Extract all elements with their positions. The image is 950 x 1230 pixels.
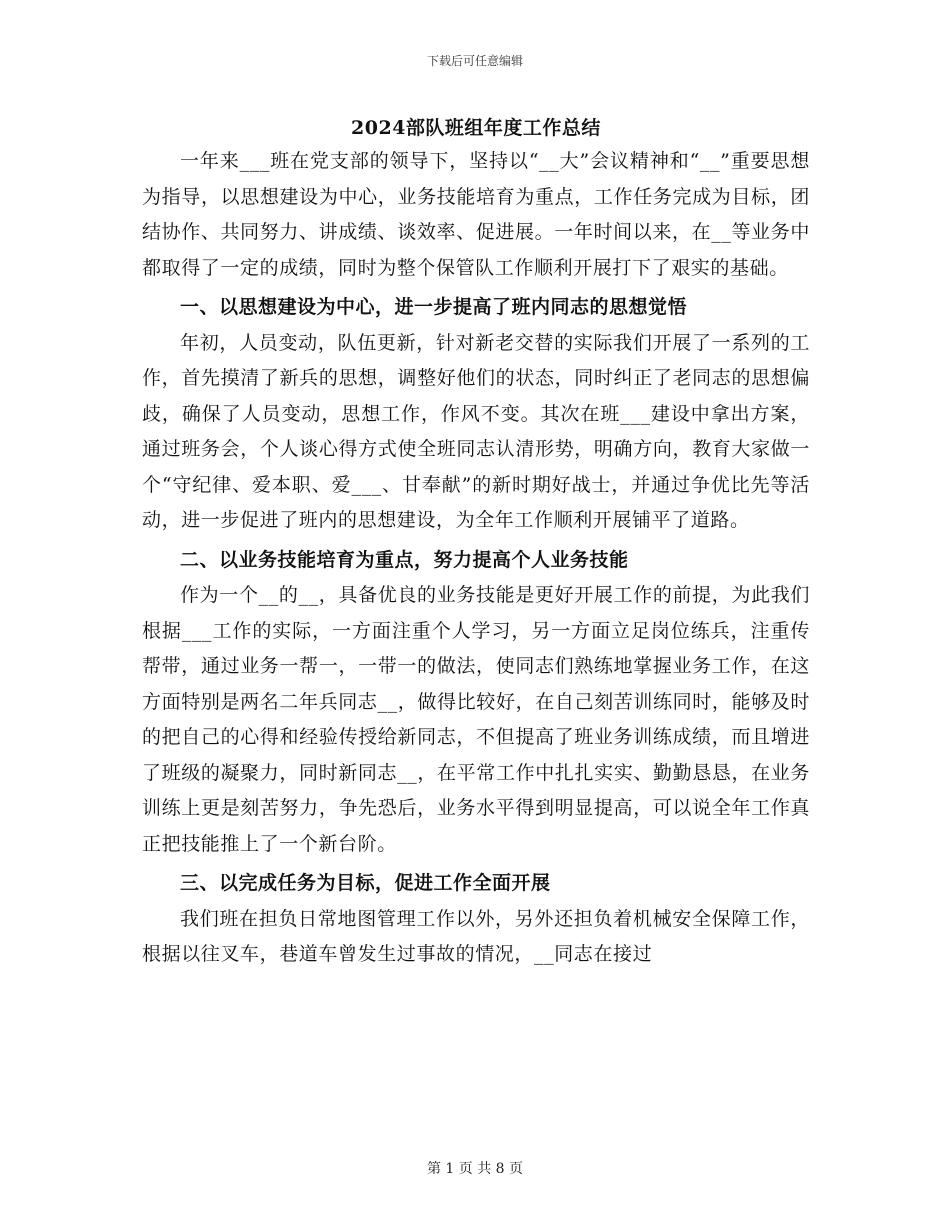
section-body-1: 年初，人员变动，队伍更新，针对新老交替的实际我们开展了一系列的工作，首先摸清了新兵的思想，调整好他们的状态，同时纠正了老同志的思想偏歧，确保了人员变动，思想工作，作风不变。其次在班___建设中拿出方案，通过班务会，个人谈心得方式使全班同志认清形势，明确方向，教育大家做一个“守纪律、爱本职、爱___、甘奉献”的新时期好战士，并通过争优比先等活动，进一步促进了班内的思想建设，为全年工作顺利开展铺平了道路。 bbox=[142, 331, 810, 531]
document-title: 2024部队班组年度工作总结 bbox=[351, 117, 601, 139]
header-note: 下载后可任意编辑 bbox=[426, 54, 523, 68]
section-heading-2: 二、以业务技能培育为重点，努力提高个人业务技能 bbox=[180, 548, 629, 571]
document-body bbox=[142, 112, 810, 973]
section-heading-1: 一、以思想建设为中心，进一步提高了班内同志的思想觉悟 bbox=[180, 296, 688, 318]
intro-paragraph: 一年来___班在党支部的领导下，坚持以“__大”会议精神和“__”重要思想为指导，以思想建设为中心，业务技能培育为重点，工作任务完成为目标，团结协作、共同努力、讲成绩、谈效率、促进展。一年时间以来，在__等业务中都取得了一定的成绩，同时为整个保管队工作顺利开展打下了艰实的基础。 bbox=[142, 150, 810, 279]
section-body-3: 我们班在担负日常地图管理工作以外，另外还担负着机械安全保障工作，根据以往叉车，巷道车曾发生过事故的情况，__同志在接过 bbox=[142, 907, 810, 965]
page-number: 第 1 页 共 8 页 bbox=[426, 1161, 524, 1177]
section-body-2: 作为一个__的__，具备优良的业务技能是更好开展工作的前提，为此我们根据___工作的实际，一方面注重个人学习，另一方面立足岗位练兵，注重传帮带，通过业务一帮一，一带一的做法，使同志们熟练地掌握业务工作，在这方面特别是两名二年兵同志__，做得比较好，在自己刻苦训练同时，能够及时的把自己的心得和经验传授给新同志，不但提高了班业务训练成绩，而且增进了班级的凝聚力，同时新同志__，在平常工作中扎扎实实、勤勤恳恳，在业务训练上更是刻苦努力，争先恐后，业务水平得到明显提高，可以说全年工作真正把技能推上了一个新台阶。 bbox=[142, 584, 810, 855]
section-heading-3: 三、以完成任务为目标，促进工作全面开展 bbox=[180, 872, 551, 894]
